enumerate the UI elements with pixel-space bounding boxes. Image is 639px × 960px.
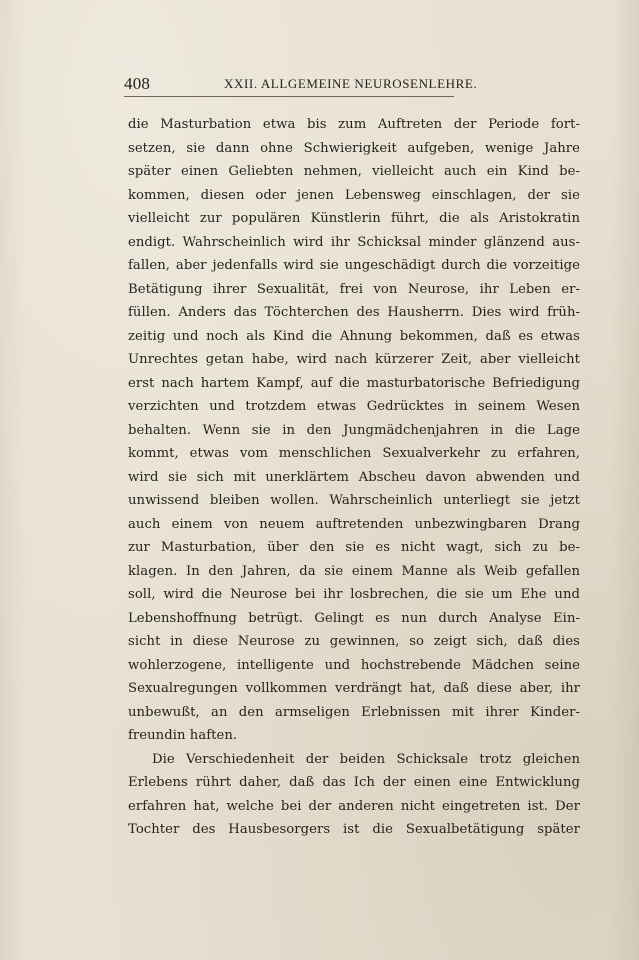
text-line: soll, wird die Neurose bei ihr losbrechen, die sie um Ehe und [128, 587, 580, 602]
text-line: Betätigung ihrer Sexualität, frei von Neurose, ihr Leben er- [128, 281, 580, 297]
text-line: wohlerzogene, intelligente und hochstrebende Mädchen seine [128, 657, 580, 673]
text-line: später einen Geliebten nehmen, vielleicht auch ein Kind be- [128, 164, 580, 179]
text-line: sicht in diese Neurose zu gewinnen, so zeigt sich, daß dies [128, 634, 580, 649]
text-line: klagen. In den Jahren, da sie einem Manne als Weib gefallen [128, 563, 580, 579]
text-line: unbewußt, an den armseligen Erlebnissen mit ihrer Kinder- [128, 704, 580, 720]
text-line: Sexualregungen vollkommen verdrängt hat, daß diese aber, ihr [128, 681, 580, 696]
text-line: verzichten und trotzdem etwas Gedrücktes in seinem Wesen [128, 399, 580, 414]
text-line: Die Verschiedenheit der beiden Schicksale trotz gleichen [152, 751, 580, 767]
text-line: fallen, aber jedenfalls wird sie ungeschädigt durch die vorzeitige [128, 258, 580, 273]
text-line: zur Masturbation, über den sie es nicht wagt, sich zu be- [128, 540, 580, 555]
text-line: behalten. Wenn sie in den Jungmädchenjahren in die Lage [128, 422, 580, 438]
text-line: Unrechtes getan habe, wird nach kürzerer Zeit, aber vielleicht [128, 352, 580, 367]
text-line: Erlebens rührt daher, daß das Ich der einen eine Entwicklung [128, 775, 580, 790]
text-line: auch einem von neuem auftretenden unbezwingbaren Drang [128, 516, 580, 532]
text-line: erst nach hartem Kampf, auf die masturbatorische Befriedigung [128, 375, 580, 391]
header-rule [124, 96, 454, 97]
text-line: unwissend bleiben wollen. Wahrscheinlich unterliegt sie jetzt [128, 493, 580, 508]
text-line: zeitig und noch als Kind die Ahnung bekommen, daß es etwas [128, 328, 580, 344]
text-line: füllen. Anders das Töchterchen des Hausherrn. Dies wird früh- [128, 305, 580, 320]
text-line: Tochter des Hausbesorgers ist die Sexualbetätigung später [128, 822, 580, 837]
text-line: Lebenshoffnung betrügt. Gelingt es nun durch Analyse Ein- [128, 610, 580, 626]
body-text [128, 113, 580, 842]
text-line: endigt. Wahrscheinlich wird ihr Schicksal minder glänzend aus- [128, 234, 580, 250]
text-line: freundin haften. [128, 728, 238, 743]
text-line: kommt, etwas vom menschlichen Sexualverkehr zu erfahren, [128, 446, 580, 461]
page-number: 408 [124, 74, 151, 93]
chapter-title: XXII. ALLGEMEINE NEUROSENLEHRE. [224, 76, 478, 91]
text-line: setzen, sie dann ohne Schwierigkeit aufgeben, wenige Jahre [128, 140, 580, 156]
text-line: vielleicht zur populären Künstlerin führt, die als Aristokratin [128, 211, 580, 226]
text-line: erfahren hat, welche bei der anderen nicht eingetreten ist. Der [128, 798, 580, 814]
text-line: kommen, diesen oder jenen Lebensweg einschlagen, der sie [128, 187, 580, 203]
text-line: wird sie sich mit unerklärtem Abscheu davon abwenden und [128, 469, 580, 485]
running-head [124, 74, 594, 94]
text-line: die Masturbation etwa bis zum Auftreten der Periode fort- [128, 117, 580, 132]
